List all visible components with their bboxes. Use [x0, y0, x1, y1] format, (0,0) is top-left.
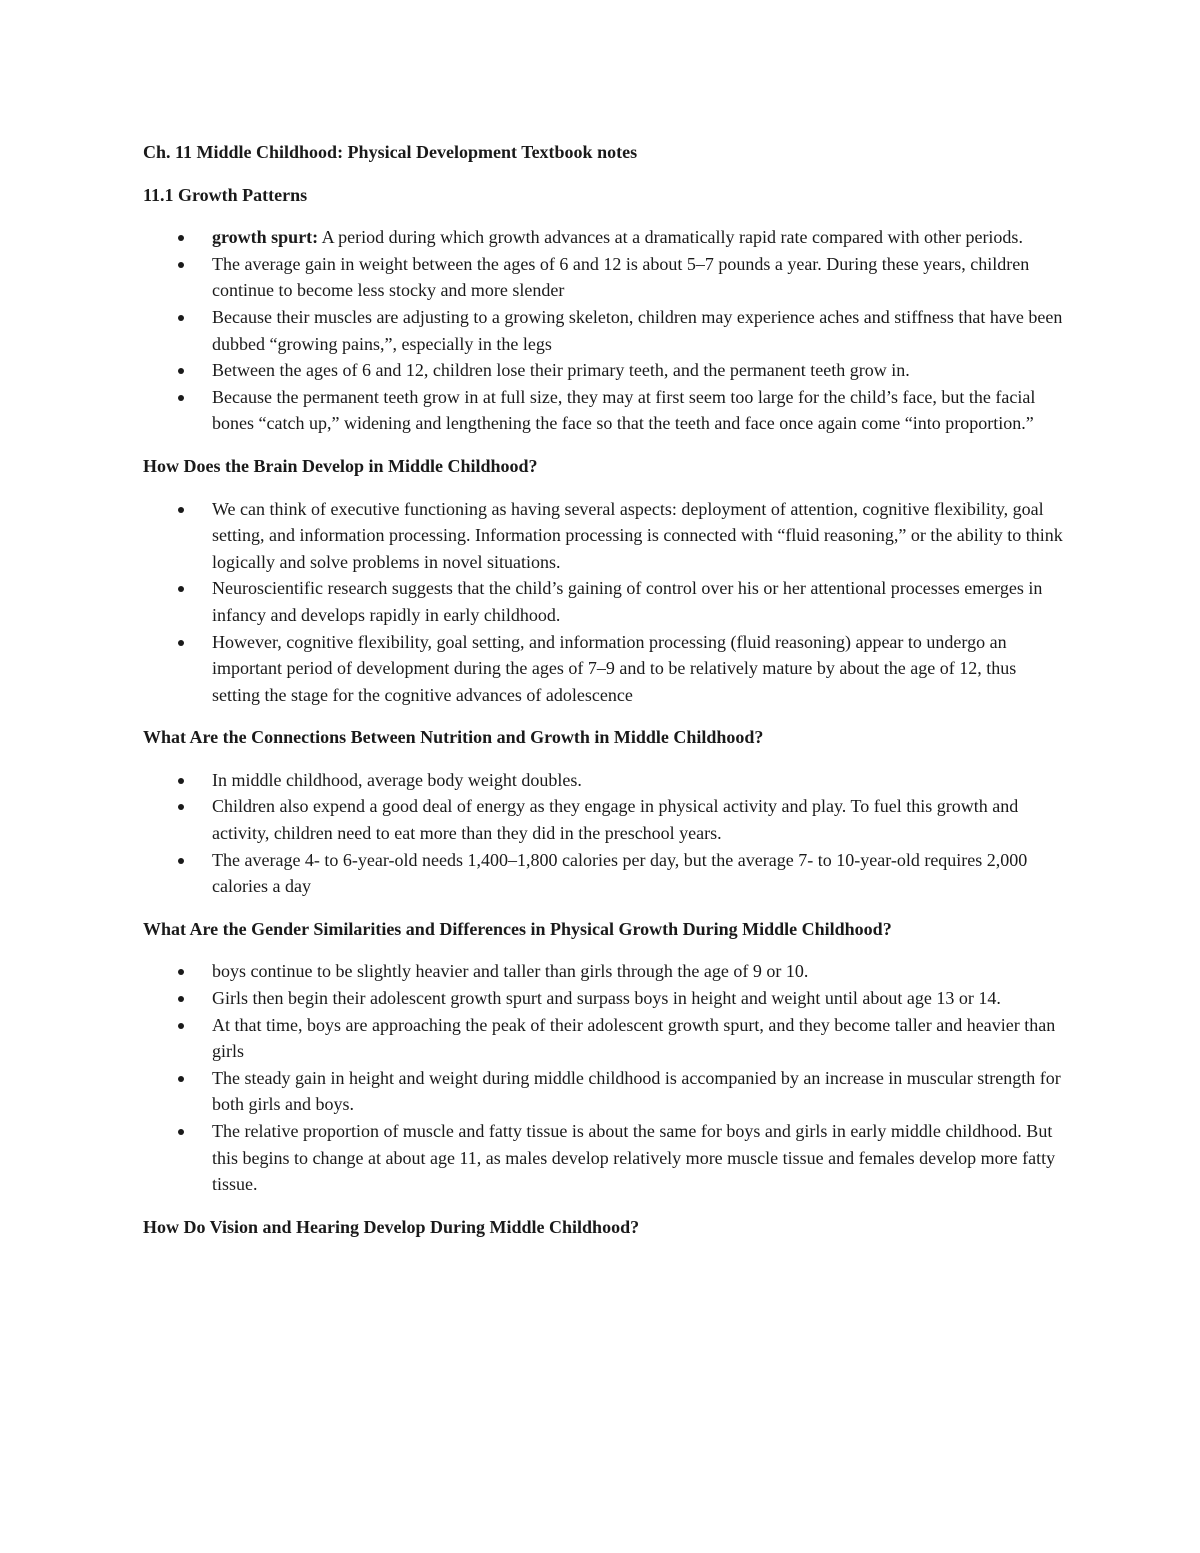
bullet-dot-icon: [178, 996, 184, 1002]
bullet-text: Because the permanent teeth grow in at full size, they may at first seem too large for the child’s face, but the facial bones “catch up,” widening and lengthening the face so that the teeth and face once again come “into proportion.”: [212, 386, 1036, 434]
bullet-item: [143, 251, 1063, 304]
bullet-dot-icon: [178, 586, 184, 592]
bullet-dot-icon: [178, 858, 184, 864]
section-heading: How Do Vision and Hearing Develop During Middle Childhood?: [143, 1216, 640, 1237]
bullet-item: [143, 1118, 1063, 1198]
bullet-dot-icon: [178, 778, 184, 784]
bullet-dot-icon: [178, 804, 184, 810]
section-heading: What Are the Connections Between Nutrition and Growth in Middle Childhood?: [143, 727, 764, 748]
section-heading: How Does the Brain Develop in Middle Childhood?: [143, 455, 538, 476]
bullet-text: The average gain in weight between the ages of 6 and 12 is about 5–7 pounds a year. During these years, children continue to become less stocky and more slender: [212, 253, 1030, 301]
bullet-text: Between the ages of 6 and 12, children lose their primary teeth, and the permanent teeth grow in.: [212, 360, 910, 381]
bullet-term: growth spurt:: [212, 227, 319, 248]
document-body: [143, 139, 1063, 1256]
bullet-text: We can think of executive functioning as having several aspects: deployment of attention, cognitive flexibility, goal setting, and information processing. Information processing is connected with “fluid reasoning,” or the ability to think logically and solve problems in novel situations.: [212, 498, 1063, 572]
bullet-list: [143, 958, 1063, 1197]
bullet-item: [143, 1012, 1063, 1065]
bullet-dot-icon: [178, 315, 184, 321]
bullet-item: [143, 304, 1063, 357]
bullet-dot-icon: [178, 1023, 184, 1029]
bullet-item: [143, 958, 1063, 985]
bullet-list: [143, 224, 1063, 437]
document-title: Ch. 11 Middle Childhood: Physical Development Textbook notes: [143, 142, 638, 162]
bullet-dot-icon: [178, 395, 184, 401]
bullet-text: Children also expend a good deal of energy as they engage in physical activity and play. To fuel this growth and activity, children need to eat more than they did in the preschool years.: [212, 796, 1019, 844]
bullet-dot-icon: [178, 969, 184, 975]
bullet-dot-icon: [178, 640, 184, 646]
bullet-item: [143, 847, 1063, 900]
bullet-text: boys continue to be slightly heavier and taller than girls through the age of 9 or 10.: [212, 961, 809, 982]
bullet-item: [143, 767, 1063, 794]
bullet-item: [143, 793, 1063, 846]
bullet-text: A period during which growth advances at a dramatically rapid rate compared with other periods.: [318, 227, 1023, 248]
bullet-item: [143, 357, 1063, 384]
bullet-dot-icon: [178, 368, 184, 374]
bullet-item: [143, 985, 1063, 1012]
bullet-item: [143, 224, 1063, 251]
bullet-text: At that time, boys are approaching the peak of their adolescent growth spurt, and they become taller and heavier than girls: [212, 1014, 1056, 1062]
bullet-item: [143, 496, 1063, 576]
bullet-text: The steady gain in height and weight during middle childhood is accompanied by an increase in muscular strength for both girls and boys.: [212, 1067, 1061, 1115]
bullet-text: The relative proportion of muscle and fatty tissue is about the same for boys and girls in early middle childhood. But this begins to change at about age 11, as males develop relatively more muscle tissue and females develop more fatty tissue.: [212, 1121, 1056, 1195]
section-heading: What Are the Gender Similarities and Differences in Physical Growth During Middle Childhood?: [143, 918, 892, 939]
bullet-text: Girls then begin their adolescent growth spurt and surpass boys in height and weight until about age 13 or 14.: [212, 988, 1001, 1009]
bullet-text: However, cognitive flexibility, goal setting, and information processing (fluid reasoning) appear to undergo an important period of development during the ages of 7–9 and to be relatively mature by about the age of 12, thus setting the stage for the cognitive advances of adolescence: [212, 631, 1017, 705]
section-heading: 11.1 Growth Patterns: [143, 184, 308, 205]
bullet-text: In middle childhood, average body weight doubles.: [212, 769, 582, 790]
bullet-dot-icon: [178, 507, 184, 513]
bullet-text: The average 4- to 6-year-old needs 1,400–1,800 calories per day, but the average 7- to 10-year-old requires 2,000 calories a day: [212, 849, 1028, 897]
bullet-dot-icon: [178, 1129, 184, 1135]
bullet-dot-icon: [178, 262, 184, 268]
bullet-item: [143, 629, 1063, 709]
bullet-list: [143, 767, 1063, 900]
bullet-dot-icon: [178, 1076, 184, 1082]
document-sections: [143, 182, 1063, 1241]
bullet-dot-icon: [178, 235, 184, 241]
bullet-item: [143, 384, 1063, 437]
bullet-text: Because their muscles are adjusting to a growing skeleton, children may experience aches and stiffness that have been dubbed “growing pains,”, especially in the legs: [212, 306, 1063, 354]
bullet-text: Neuroscientific research suggests that the child’s gaining of control over his or her attentional processes emerges in infancy and develops rapidly in early childhood.: [212, 578, 1043, 625]
bullet-item: [143, 1065, 1063, 1118]
bullet-list: [143, 496, 1063, 709]
bullet-item: [143, 575, 1063, 628]
